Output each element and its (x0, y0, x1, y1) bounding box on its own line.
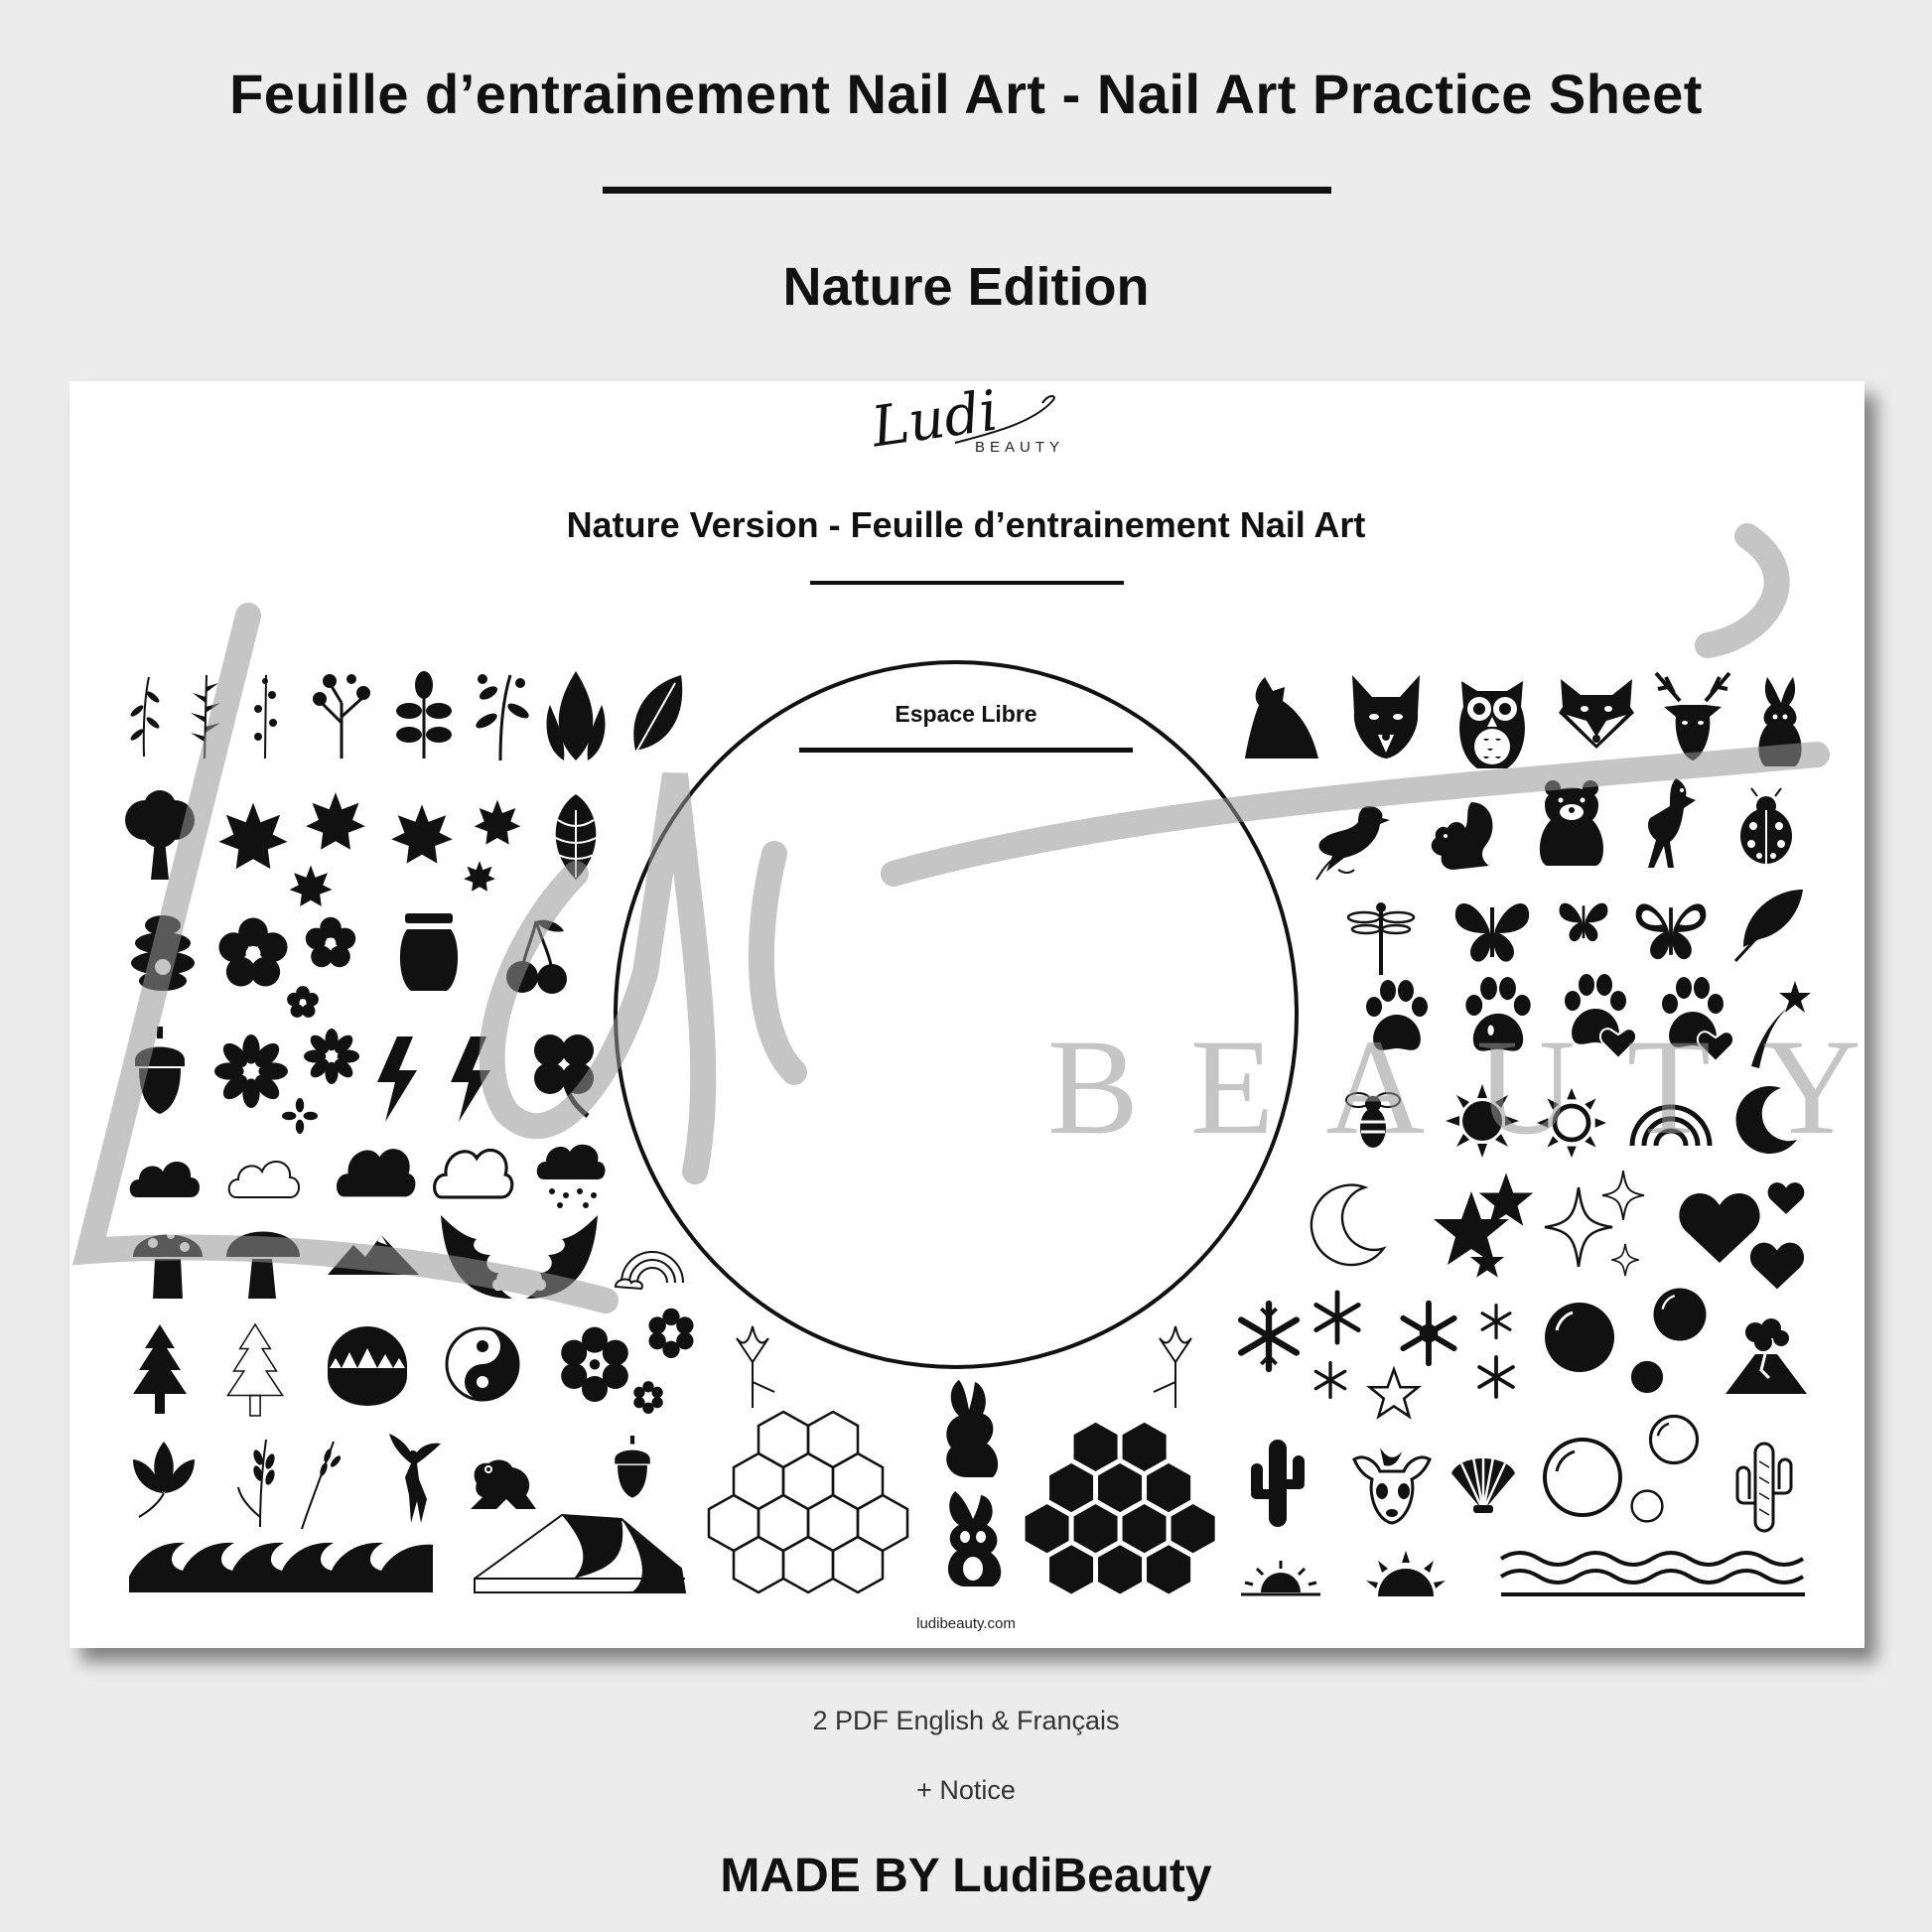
edition-title: Nature Edition (782, 257, 1150, 317)
page-title: Feuille d’entrainement Nail Art - Nail Art Practice Sheet (229, 63, 1703, 125)
formats-caption: 2 PDF English & Français (812, 1706, 1120, 1735)
sheet-title: Nature Version - Feuille d’entrainement Nail Art (566, 504, 1366, 545)
logo-script: Ludi (868, 378, 1002, 461)
free-space-label: Espace Libre (895, 701, 1037, 727)
made-by-caption: MADE BY LudiBeauty (720, 1850, 1212, 1902)
logo-word: BEAUTY (975, 439, 1065, 456)
notice-caption: + Notice (916, 1775, 1016, 1805)
beauty-watermark: BEAUTY (1047, 1011, 1913, 1163)
website-label: ludibeauty.com (916, 1615, 1016, 1632)
